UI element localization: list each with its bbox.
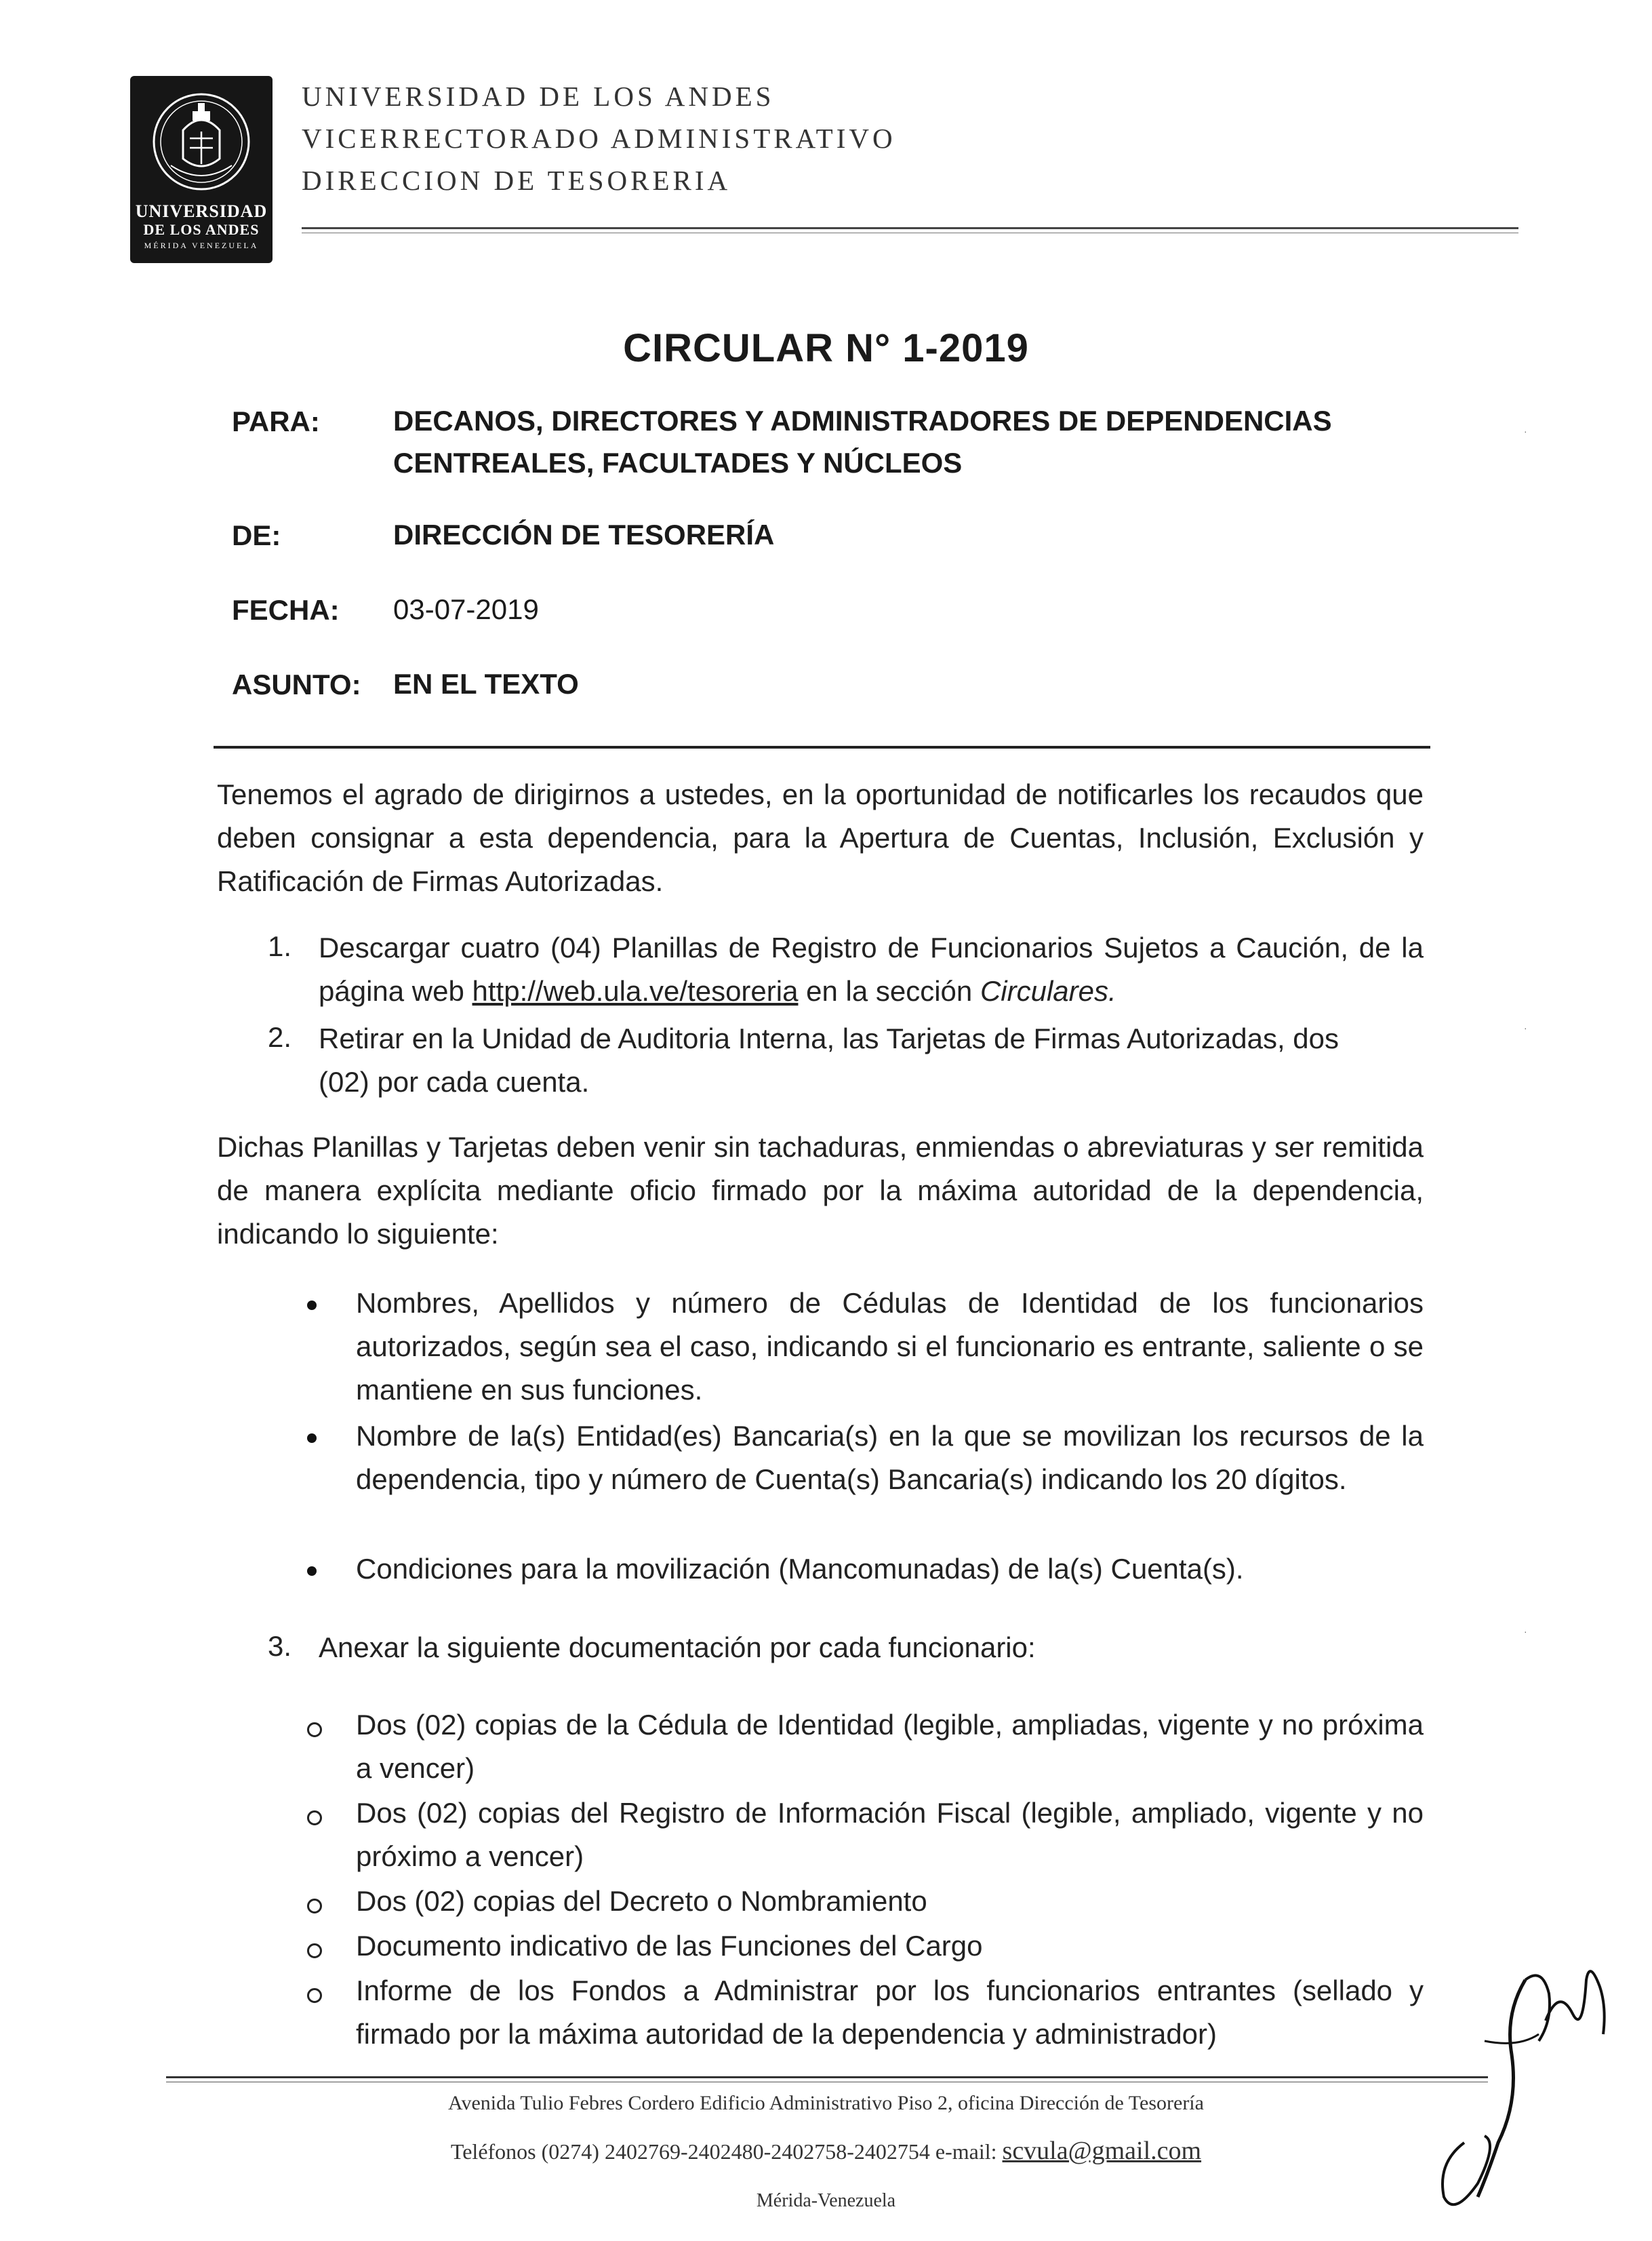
footer-email[interactable]: scvula@gmail.com [1002, 2137, 1202, 2165]
step1-number: 1. [268, 930, 292, 962]
step1-text-b: en la sección [798, 975, 980, 1007]
document-item: Dos (02) copias del Registro de Información Fiscal (legible, ampliado, vigente y no próximo a vencer) [356, 1797, 1424, 1872]
step3-number: 3. [268, 1630, 292, 1662]
step1-text-a: Descargar cuatro (04) Planillas de Registro de Funcionarios Sujetos a Caución, de la página web [319, 932, 1424, 1007]
para-value-line1: DECANOS, DIRECTORES Y ADMINISTRADORES DE DEPENDENCIAS [393, 405, 1332, 437]
footer-address: Avenida Tulio Febres Cordero Edificio Administrativo Piso 2, oficina Dirección de Tesorería [448, 2092, 1204, 2114]
document-item: Documento indicativo de las Funciones del Cargo [356, 1930, 983, 1962]
footer-phones: Teléfonos (0274) 2402769-2402480-2402758-2402754 e-mail: [450, 2139, 1003, 2164]
step1-text [319, 926, 1424, 1013]
para-label: PARA: [232, 405, 320, 437]
step2-number: 2. [268, 1021, 292, 1053]
circle-bullet-icon [307, 1810, 322, 1825]
scan-mark: · [1524, 426, 1527, 437]
logo-line-1: UNIVERSIDAD [135, 201, 268, 221]
footer-contact [0, 2136, 1652, 2166]
circle-bullet-icon [307, 1722, 322, 1737]
bullet-item: Nombres, Apellidos y número de Cédulas de Identidad de los funcionarios autorizados, según sea el caso, indicando si el funcionario es entrante, saliente o se mantiene en sus funciones. [356, 1287, 1424, 1406]
bullet-item: Nombre de la(s) Entidad(es) Bancaria(s) en la que se movilizan los recursos de la dependencia, tipo y número de Cuenta(s) Bancaria(s) indicando los 20 dígitos. [356, 1420, 1424, 1495]
document-item: Dos (02) copias de la Cédula de Identidad (legible, ampliadas, vigente y no próxima a vencer) [356, 1709, 1424, 1784]
document-item: Dos (02) copias del Decreto o Nombramiento [356, 1885, 927, 1917]
step3-text: Anexar la siguiente documentación por cada funcionario: [319, 1631, 1036, 1663]
fecha-value: 03-07-2019 [393, 593, 539, 625]
asunto-value: EN EL TEXTO [393, 668, 579, 700]
logo-line-3: MÉRIDA VENEZUELA [144, 241, 259, 251]
fecha-label: FECHA: [232, 594, 340, 626]
footer-city: Mérida-Venezuela [756, 2190, 896, 2211]
institution-name: UNIVERSIDAD DE LOS ANDES [302, 81, 775, 112]
bullet-icon [307, 1301, 317, 1310]
scan-mark: · [1524, 1626, 1527, 1637]
circle-bullet-icon [307, 1899, 322, 1913]
bullet-item: Condiciones para la movilización (Mancomunadas) de la(s) Cuenta(s). [356, 1553, 1244, 1585]
header-rule [302, 227, 1518, 229]
logo-line-2: DE LOS ANDES [143, 221, 260, 239]
scan-mark: · [1524, 1023, 1527, 1033]
university-seal-icon [150, 91, 252, 193]
para-value-line2: CENTREALES, FACULTADES Y NÚCLEOS [393, 447, 963, 479]
institution-direccion: DIRECCION DE TESORERIA [302, 165, 731, 196]
page-title: CIRCULAR N° 1-2019 [623, 326, 1029, 370]
footer-rule [166, 2076, 1488, 2078]
step2-text: Retirar en la Unidad de Auditoria Interna, las Tarjetas de Firmas Autorizadas, dos (02) por cada cuenta. [319, 1023, 1339, 1098]
de-value: DIRECCIÓN DE TESORERÍA [393, 519, 775, 551]
university-logo [130, 76, 273, 263]
circle-bullet-icon [307, 1943, 322, 1958]
step1-italic: Circulares. [980, 975, 1116, 1007]
asunto-label: ASUNTO: [232, 669, 361, 700]
memo-separator [214, 746, 1430, 749]
planillas-paragraph: Dichas Planillas y Tarjetas deben venir sin tachaduras, enmiendas o abreviaturas y ser remitida de manera explícita mediante oficio firmado por la máxima autoridad de la dependencia, indicando lo siguiente: [217, 1131, 1424, 1250]
tesoreria-link[interactable]: http://web.ula.ve/tesoreria [472, 975, 799, 1007]
handwritten-signature [1424, 1939, 1627, 2224]
de-label: DE: [232, 519, 281, 551]
circle-bullet-icon [307, 1988, 322, 2003]
bullet-icon [307, 1566, 317, 1576]
institution-vicerrectorado: VICERRECTORADO ADMINISTRATIVO [302, 123, 896, 154]
intro-paragraph: Tenemos el agrado de dirigirnos a ustedes, en la oportunidad de notificarles los recaudos que deben consignar a esta dependencia, para la Apertura de Cuentas, Inclusión, Exclusión y Ratificación de Firmas Autorizadas. [217, 778, 1424, 897]
document-item: Informe de los Fondos a Administrar por los funcionarios entrantes (sellado y firmado por la máxima autoridad de la dependencia y administrador) [356, 1975, 1424, 2050]
bullet-icon [307, 1433, 317, 1443]
